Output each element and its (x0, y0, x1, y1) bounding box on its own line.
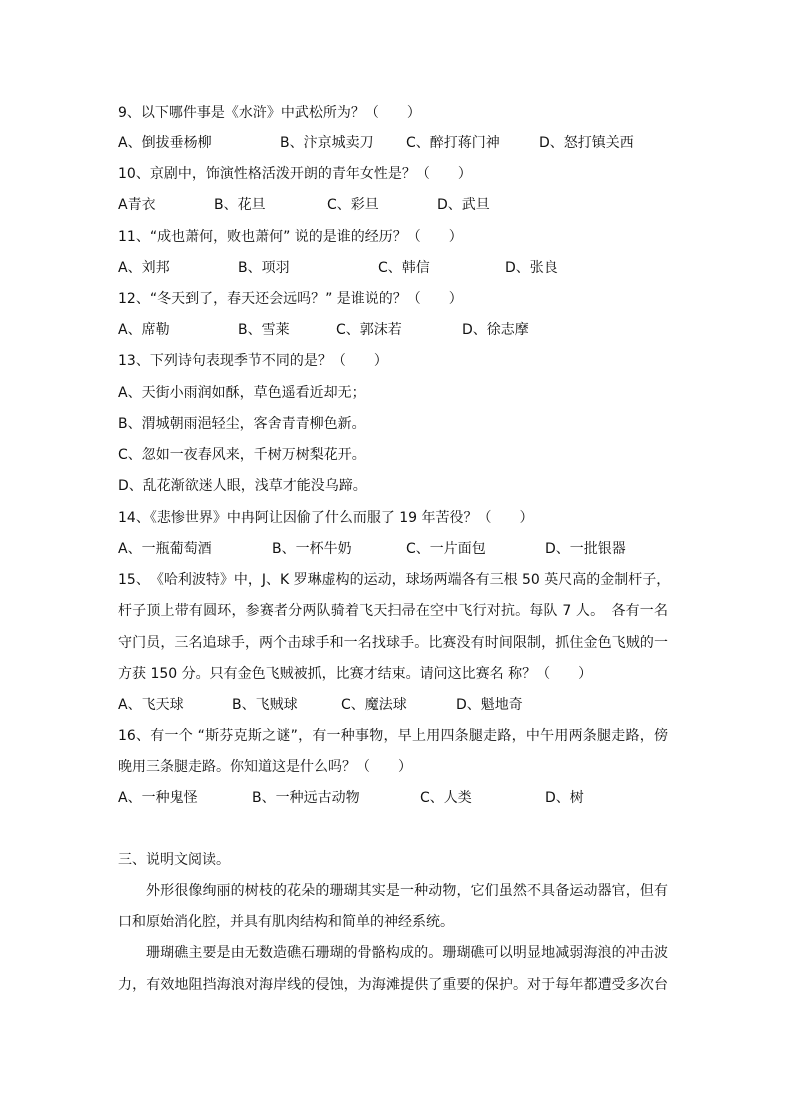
option-b: B、一杯牛奶 (272, 541, 352, 557)
option-d: D、徐志摩 (462, 322, 529, 338)
question-16-options (118, 788, 668, 808)
question-11-stem: 11、“成也萧何，败也萧何” 说的是谁的经历？（ ） (118, 229, 463, 245)
option-b: B、雪莱 (238, 322, 290, 338)
option-b: B、飞贼球 (232, 697, 298, 713)
option-a: A、席勒 (118, 322, 170, 338)
question-15-stem-line: 方获 150 分。只有金色飞贼被抓，比赛才结束。请问这比赛名 称？（ ） (118, 666, 593, 682)
question-16-stem-line: 晚用三条腿走路。你知道这是什么吗？（ ） (118, 759, 412, 775)
option-a: A、一种鬼怪 (118, 790, 198, 806)
question-14-stem: 14、《悲惨世界》中冉阿让因偷了什么而服了 19 年苦役？（ ） (118, 510, 534, 526)
question-10-options (118, 195, 668, 215)
section-3-title: 三、说明文阅读。 (118, 852, 230, 868)
option-b: B、项羽 (238, 260, 290, 276)
paragraph-line: 口和原始消化腔，并具有肌肉结构和简单的神经系统。 (118, 914, 454, 930)
question-12-options (118, 320, 668, 340)
option-d: D、乱花渐欲迷人眼，浅草才能没乌蹄。 (118, 478, 367, 494)
question-16-stem-line: 16、有一个 “斯芬克斯之谜”，有一种事物，早上用四条腿走路，中午用两条腿走路，傍 (118, 728, 668, 744)
option-c: C、彩旦 (327, 197, 379, 213)
option-a: A、一瓶葡萄酒 (118, 541, 212, 557)
option-a: A、刘邦 (118, 260, 170, 276)
option-b: B、一种远古动物 (252, 790, 360, 806)
paragraph-line: 力，有效地阻挡海浪对海岸线的侵蚀，为海滩提供了重要的保护。对于每年都遭受多次台 (118, 977, 668, 993)
question-14-options (118, 539, 668, 559)
option-a: A、天街小雨润如酥，草色遥看近却无； (118, 385, 366, 401)
option-d: D、一批银器 (545, 541, 626, 557)
option-c: C、郭沫若 (336, 322, 402, 338)
option-d: D、张良 (505, 260, 558, 276)
question-9-options (118, 133, 668, 153)
option-b: B、汴京城卖刀 (280, 135, 374, 151)
question-10-stem: 10、京剧中，饰演性格活泼开朗的青年女性是？（ ） (118, 166, 472, 182)
option-a: A、倒拔垂杨柳 (118, 135, 212, 151)
question-9-stem: 9、以下哪件事是《水浒》中武松所为？（ ） (118, 105, 421, 121)
option-c: C、魔法球 (341, 697, 407, 713)
question-13-stem: 13、下列诗句表现季节不同的是？（ ） (118, 353, 388, 369)
option-b: B、花旦 (214, 197, 266, 213)
option-b: B、渭城朝雨浥轻尘，客舍青青柳色新。 (118, 416, 366, 432)
paragraph-line: 外形很像绚丽的树枝的花朵的珊瑚其实是一种动物，它们虽然不具备运动器官，但有 (146, 883, 668, 899)
question-15-options (118, 695, 668, 715)
option-d: D、魁地奇 (456, 697, 523, 713)
option-c: C、人类 (420, 790, 472, 806)
option-c: C、醉打蒋门神 (406, 135, 500, 151)
question-15-stem-line: 15、 《哈利波特》中，J、K 罗琳虚构的运动，球场两端各有三根 50 英尺高的金制杆子， (118, 572, 671, 588)
option-d: D、怒打镇关西 (539, 135, 634, 151)
option-d: D、树 (545, 790, 584, 806)
question-12-stem: 12、“冬天到了，春天还会远吗？” 是谁说的？（ ） (118, 291, 463, 307)
option-c: C、一片面包 (406, 541, 486, 557)
question-15-stem-line: 杆子顶上带有圆环，参赛者分两队骑着飞天扫帚在空中飞行对抗。每队 7 人。 各有一名 (118, 603, 668, 619)
option-c: C、韩信 (378, 260, 430, 276)
question-11-options (118, 258, 668, 278)
option-d: D、武旦 (437, 197, 490, 213)
option-a: A、飞天球 (118, 697, 184, 713)
question-15-stem-line: 守门员，三名追球手，两个击球手和一名找球手。比赛没有时间限制，抓住金色飞贼的一 (118, 635, 668, 651)
paragraph-line: 珊瑚礁主要是由无数造礁石珊瑚的骨骼构成的。珊瑚礁可以明显地减弱海浪的冲击波 (146, 945, 668, 961)
option-a: A青衣 (118, 197, 156, 213)
option-c: C、忽如一夜春风来，千树万树梨花开。 (118, 447, 366, 463)
